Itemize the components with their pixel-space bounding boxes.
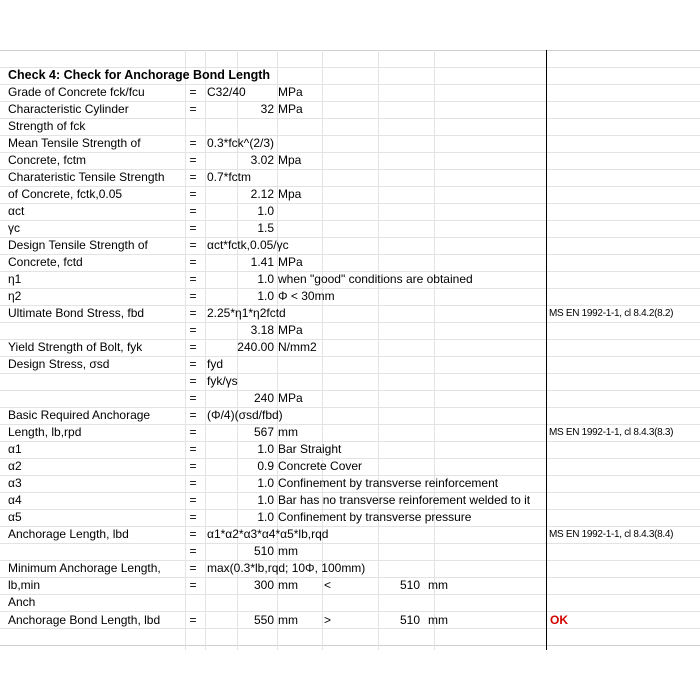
- numeric-value: 1.0: [257, 204, 274, 218]
- numeric-value: 1.41: [250, 255, 274, 269]
- grid-column-line: [434, 50, 435, 650]
- numeric-value: 240.00: [237, 340, 274, 354]
- formula-value: 0.3*fck^(2/3): [207, 136, 274, 150]
- grid-column-line: [322, 50, 323, 650]
- unit-or-note: Confinement by transverse pressure: [278, 510, 472, 524]
- row-label: Anch: [8, 595, 36, 609]
- equals-sign: =: [189, 493, 197, 507]
- numeric-value: 1.0: [257, 442, 274, 456]
- formula-value: max(0.3*lb,rqd; 10Φ, 100mm): [207, 561, 366, 575]
- unit-or-note: Mpa: [278, 153, 302, 167]
- code-reference: MS EN 1992-1-1, cl 8.4.2(8.2): [549, 308, 674, 319]
- numeric-value: 0.9: [257, 459, 274, 473]
- grid-row-line: [0, 152, 700, 153]
- check-status: OK: [550, 613, 568, 627]
- grid-row-line: [0, 390, 700, 391]
- numeric-value: 1.0: [257, 493, 274, 507]
- equals-sign: =: [189, 408, 197, 422]
- unit-or-note: MPa: [278, 323, 303, 337]
- formula-value: fyk/γs: [207, 374, 238, 388]
- row-label: of Concrete, fctk,0.05: [8, 187, 123, 201]
- formula-value: 2.25*η1*η2fctd: [207, 306, 286, 320]
- numeric-value: 550: [253, 613, 274, 627]
- code-reference: MS EN 1992-1-1, cl 8.4.3(8.3): [549, 427, 674, 438]
- numeric-value: 2.12: [250, 187, 274, 201]
- row-label: Strength of fck: [8, 119, 86, 133]
- comparison-unit: mm: [428, 613, 448, 627]
- unit-or-note: Confinement by transverse reinforcement: [278, 476, 499, 490]
- equals-sign: =: [189, 510, 197, 524]
- unit-or-note: MPa: [278, 255, 303, 269]
- row-label: Mean Tensile Strength of: [8, 136, 141, 150]
- unit-or-note: MPa: [278, 85, 303, 99]
- equals-sign: =: [189, 170, 197, 184]
- unit-or-note: MPa: [278, 102, 303, 116]
- grid-row-line: [0, 118, 700, 119]
- row-label: Design Stress, σsd: [8, 357, 110, 371]
- row-label: Design Tensile Strength of: [8, 238, 148, 252]
- comparison-value: 510: [400, 613, 421, 627]
- row-label: Anchorage Length, lbd: [8, 527, 129, 541]
- row-label: Anchorage Bond Length, lbd: [8, 613, 161, 627]
- comparison-operator: >: [324, 613, 332, 627]
- grid-row-line: [0, 203, 700, 204]
- numeric-value: 1.0: [257, 289, 274, 303]
- unit-or-note: mm: [278, 613, 298, 627]
- numeric-value: 1.0: [257, 510, 274, 524]
- row-label: η2: [8, 289, 22, 303]
- equals-sign: =: [189, 425, 197, 439]
- unit-or-note: N/mm2: [278, 340, 317, 354]
- equals-sign: =: [189, 544, 197, 558]
- equals-sign: =: [189, 578, 197, 592]
- equals-sign: =: [189, 187, 197, 201]
- equals-sign: =: [189, 85, 197, 99]
- equals-sign: =: [189, 204, 197, 218]
- grid-row-line: [0, 373, 700, 374]
- row-label: Length, lb,rpd: [8, 425, 82, 439]
- row-label: Yield Strength of Bolt, fyk: [8, 340, 143, 354]
- grid-row-line: [0, 424, 700, 425]
- row-label: α3: [8, 476, 22, 490]
- equals-sign: =: [189, 102, 197, 116]
- equals-sign: =: [189, 323, 197, 337]
- formula-value: (Φ/4)(σsd/fbd): [207, 408, 283, 422]
- row-label: η1: [8, 272, 22, 286]
- numeric-value: 1.0: [257, 272, 274, 286]
- grid-row-line: [0, 645, 700, 646]
- comparison-value: 510: [400, 578, 421, 592]
- grid-row-line: [0, 322, 700, 323]
- grid-row-line: [0, 288, 700, 289]
- equals-sign: =: [189, 476, 197, 490]
- equals-sign: =: [189, 289, 197, 303]
- row-label: Concrete, fctm: [8, 153, 87, 167]
- equals-sign: =: [189, 442, 197, 456]
- unit-or-note: when "good" conditions are obtained: [278, 272, 473, 286]
- grid-row-line: [0, 441, 700, 442]
- equals-sign: =: [189, 272, 197, 286]
- equals-sign: =: [189, 306, 197, 320]
- code-reference: MS EN 1992-1-1, cl 8.4.3(8.4): [549, 529, 674, 540]
- numeric-value: 1.0: [257, 476, 274, 490]
- formula-value: fyd: [207, 357, 224, 371]
- formula-value: α1*α2*α3*α4*α5*lb,rqd: [207, 527, 329, 541]
- equals-sign: =: [189, 374, 197, 388]
- row-label: γc: [8, 221, 20, 235]
- formula-value: αct*fctk,0.05/γc: [207, 238, 289, 252]
- grid-row-line: [0, 611, 700, 612]
- grid-column-line: [378, 50, 379, 650]
- row-label: lb,min: [8, 578, 41, 592]
- sheet-title: Check 4: Check for Anchorage Bond Length: [8, 68, 271, 82]
- grid-row-line: [0, 50, 700, 51]
- grid-row-line: [0, 254, 700, 255]
- unit-or-note: mm: [278, 425, 298, 439]
- equals-sign: =: [189, 613, 197, 627]
- unit-or-note: Bar has no transverse reinforement welded to it: [278, 493, 531, 507]
- unit-or-note: mm: [278, 544, 298, 558]
- row-label: Grade of Concrete fck/fcu: [8, 85, 145, 99]
- row-label: Charateristic Tensile Strength: [8, 170, 165, 184]
- unit-or-note: Bar Straight: [278, 442, 342, 456]
- numeric-value: 3.18: [250, 323, 274, 337]
- unit-or-note: mm: [278, 578, 298, 592]
- unit-or-note: MPa: [278, 391, 303, 405]
- numeric-value: 510: [253, 544, 274, 558]
- grid-row-line: [0, 543, 700, 544]
- numeric-value: 300: [253, 578, 274, 592]
- equals-sign: =: [189, 357, 197, 371]
- grid-row-line: [0, 220, 700, 221]
- row-label: Ultimate Bond Stress, fbd: [8, 306, 145, 320]
- equals-sign: =: [189, 561, 197, 575]
- formula-value: 0.7*fctm: [207, 170, 252, 184]
- equals-sign: =: [189, 391, 197, 405]
- row-label: α5: [8, 510, 22, 524]
- equals-sign: =: [189, 136, 197, 150]
- grid-row-line: [0, 594, 700, 595]
- equals-sign: =: [189, 238, 197, 252]
- row-label: Minimum Anchorage Length,: [8, 561, 161, 575]
- equals-sign: =: [189, 340, 197, 354]
- equals-sign: =: [189, 153, 197, 167]
- row-label: α4: [8, 493, 22, 507]
- numeric-value: 1.5: [257, 221, 274, 235]
- row-label: Concrete, fctd: [8, 255, 83, 269]
- numeric-value: 567: [253, 425, 274, 439]
- grid-row-line: [0, 577, 700, 578]
- comparison-unit: mm: [428, 578, 448, 592]
- row-label: αct: [8, 204, 25, 218]
- unit-or-note: Φ < 30mm: [278, 289, 335, 303]
- row-label: α1: [8, 442, 22, 456]
- row-label: Basic Required Anchorage: [8, 408, 151, 422]
- equals-sign: =: [189, 459, 197, 473]
- row-label: Characteristic Cylinder: [8, 102, 129, 116]
- unit-or-note: Mpa: [278, 187, 302, 201]
- numeric-value: 3.02: [250, 153, 274, 167]
- equals-sign: =: [189, 527, 197, 541]
- unit-or-note: Concrete Cover: [278, 459, 363, 473]
- numeric-value: 240: [253, 391, 274, 405]
- comparison-operator: <: [324, 578, 332, 592]
- page-border-line: [546, 50, 547, 650]
- numeric-value: 32: [260, 102, 274, 116]
- equals-sign: =: [189, 255, 197, 269]
- formula-value: C32/40: [207, 85, 246, 99]
- equals-sign: =: [189, 221, 197, 235]
- row-label: α2: [8, 459, 22, 473]
- grid-row-line: [0, 628, 700, 629]
